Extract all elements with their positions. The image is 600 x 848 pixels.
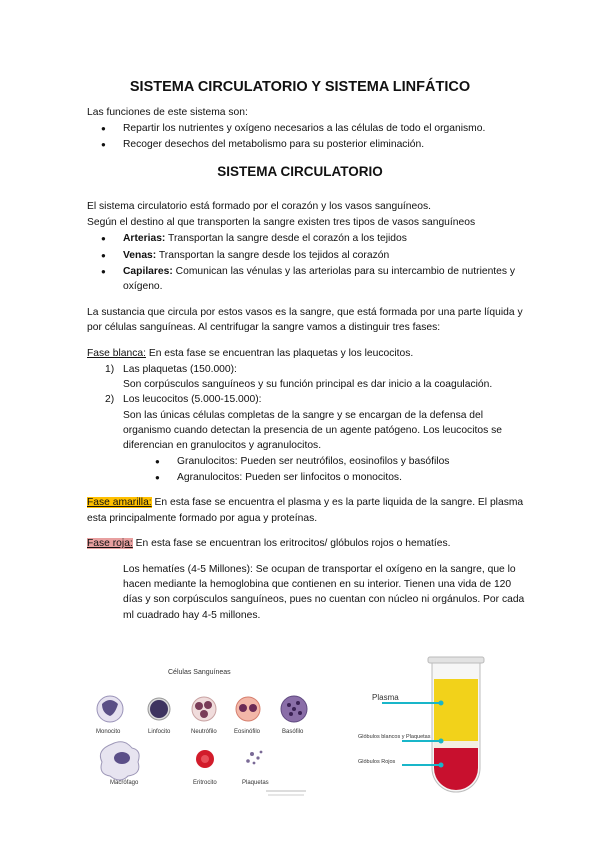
cell-label-linfocito: Linfocito — [148, 729, 171, 735]
vessel-term: Arterias: — [123, 233, 166, 244]
plasma-layer — [434, 679, 478, 741]
vessel-term: Venas: — [123, 250, 157, 261]
hematies-line: ml cuadrado hay 4-5 millones. — [123, 610, 261, 621]
cell-label-eosinofilo: Eosinófilo — [234, 729, 261, 735]
hematies-line: días y son corpúsculos sanguíneos, pues no cuentan con núcleo ni orgánulos. Por cada — [123, 594, 525, 605]
fase-blanca-text: En esta fase se encuentran las plaquetas y los leucocitos. — [145, 348, 414, 359]
list-desc: diferencian en granulocitos y agranulocitos. — [123, 440, 322, 451]
fase-roja-label: Fase roja: — [87, 538, 133, 549]
macrophage-cell — [100, 742, 139, 780]
fase-roja-line — [87, 536, 450, 551]
sub-bullet: ● Granulocitos: Pueden ser neutrófilos, eosinofilos y basófilos — [177, 454, 449, 469]
hematies-line: hacen mediante la hemoglobina que contienen en su interior. Tienen una vida de 120 — [123, 579, 512, 590]
cell-label-plaquetas: Plaquetas — [242, 780, 269, 786]
list-desc: Son corpúsculos sanguíneos y su función principal es dar inicio a la coagulación. — [123, 379, 493, 390]
vessel-item — [123, 248, 389, 263]
list-num: 2) — [105, 394, 115, 405]
fase-amarilla-text: En esta fase se encuentra el plasma y es la parte liquida de la sangre. El plasma — [151, 497, 524, 508]
list-num: 1) — [105, 364, 115, 375]
paragraph-line: El sistema circulatorio está formado por el corazón y los vasos sanguíneos. — [87, 201, 431, 212]
platelets-cell — [246, 751, 262, 765]
vessel-text: Transportan la sangre desde el corazón a los tejidos — [165, 233, 407, 244]
cells-figure-title: Células Sanguíneas — [168, 669, 231, 676]
cell-label-monocito: Monocito — [96, 729, 121, 735]
vessel-term: Capilares: — [123, 266, 173, 277]
hematies-line: Los hematíes (4-5 Millones): Se ocupan de transportar el oxígeno en la sangre, que lo — [123, 564, 516, 575]
blood-cells-figure — [88, 662, 338, 797]
vessel-text: Transportan la sangre desde los tejidos al corazón — [156, 250, 390, 261]
tube-label-white: Glóbulos blancos y Plaquetas — [358, 734, 431, 740]
paragraph-line: Según el destino al que transporten la sangre existen tres tipos de vasos sanguíneos — [87, 217, 476, 228]
intro-bullet: ● Recoger desechos del metabolismo para su posterior eliminación. — [123, 137, 424, 152]
fase-blanca-label: Fase blanca: — [87, 348, 146, 359]
tube-label-plasma: Plasma — [372, 693, 399, 702]
sub-bullet: ● Agranulocitos: Pueden ser linfocitos o monocitos. — [177, 470, 402, 485]
intro-lead: Las funciones de este sistema son: — [87, 107, 248, 118]
fase-amarilla-label: Fase amarilla: — [87, 497, 152, 508]
monocyte-cell — [97, 696, 123, 722]
fase-roja-text: En esta fase se encuentran los eritrocitos/ glóbulos rojos o hematíes. — [132, 538, 451, 549]
erythrocyte-cell — [196, 750, 214, 768]
basophil-cell — [281, 696, 307, 722]
cell-label-neutrofilo: Neutrófilo — [191, 729, 217, 735]
section-title: SISTEMA CIRCULATORIO — [217, 164, 383, 179]
neutrophil-cell — [192, 697, 216, 721]
main-title: SISTEMA CIRCULATORIO Y SISTEMA LINFÁTICO — [129, 79, 471, 95]
red-cells-layer — [434, 748, 478, 790]
tube-label-red: Glóbulos Rojos — [358, 759, 396, 765]
eosinophil-cell — [236, 697, 260, 721]
paragraph-line: La sustancia que circula por estos vasos es la sangre, que está formada por una parte líquida y — [87, 307, 523, 318]
cell-label-basofilo: Basófilo — [282, 729, 304, 735]
fase-amarilla-cont: esta principalmente formado por agua y proteínas. — [87, 513, 318, 524]
lymphocyte-cell — [148, 698, 170, 720]
list-desc: Son las únicas células completas de la sangre y se encargan de la defensa del — [123, 410, 484, 421]
test-tube-figure — [358, 655, 518, 795]
vessel-item — [123, 231, 407, 246]
paragraph-line: por células sanguíneas. Al centrifugar la sangre vamos a distinguir tres fases: — [87, 322, 441, 333]
list-desc: organismo cuando detectan la presencia de un agente patógeno. Los leucocitos se — [123, 425, 502, 436]
fase-blanca-line — [87, 346, 413, 361]
list-title: Los leucocitos (5.000-15.000): — [123, 394, 262, 405]
cell-label-eritrocito: Eritrocito — [193, 780, 217, 786]
vessel-item — [123, 264, 515, 279]
fase-amarilla-line — [87, 495, 523, 510]
vessel-text: Comunican las vénulas y las arteriolas para su intercambio de nutrientes y — [172, 266, 516, 277]
vessel-text-cont: oxígeno. — [123, 281, 163, 292]
list-title: Las plaquetas (150.000): — [123, 364, 237, 375]
cell-label-macrofago: Macrófago — [110, 780, 139, 786]
intro-bullet: ● Repartir los nutrientes y oxígeno necesarios a las células de todo el organismo. — [123, 121, 485, 136]
